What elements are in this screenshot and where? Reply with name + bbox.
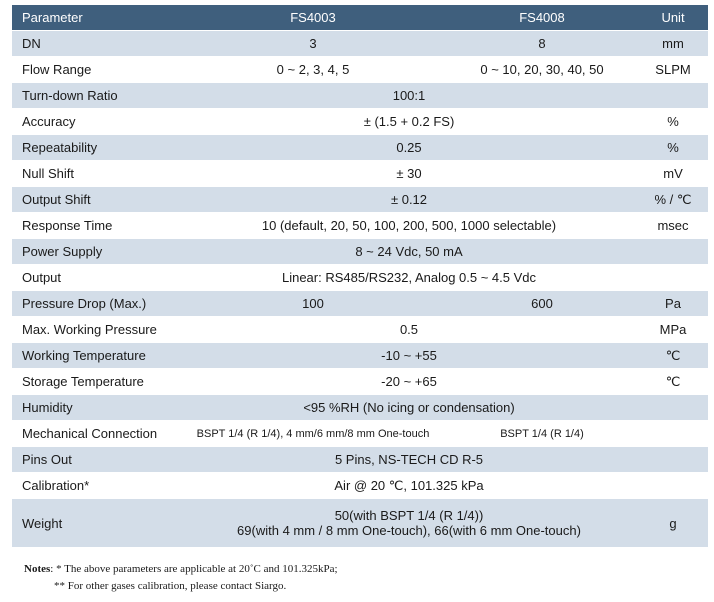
table-row: [12, 57, 708, 83]
header-fs4008: FS4008: [446, 5, 638, 31]
table-row: [12, 83, 708, 109]
spec-table: [12, 5, 708, 548]
shared-value: <95 %RH (No icing or condensation): [180, 395, 638, 421]
shared-value: 5 Pins, NS-TECH CD R-5: [180, 447, 638, 473]
param-label: Accuracy: [12, 109, 180, 135]
unit-value: [638, 447, 708, 473]
notes-line-2: ** For other gases calibration, please contact Siargo.: [54, 580, 287, 592]
unit-value: mV: [638, 161, 708, 187]
fs4003-value: 0 ~ 2, 3, 4, 5: [180, 57, 446, 83]
table-row: [12, 369, 708, 395]
weight-line-1: 50(with BSPT 1/4 (R 1/4)): [334, 508, 484, 523]
param-label: Response Time: [12, 213, 180, 239]
table-row: [12, 31, 708, 57]
notes-line-1: [24, 561, 338, 578]
table-row: [12, 161, 708, 187]
unit-value: mm: [638, 31, 708, 57]
param-label: Power Supply: [12, 239, 180, 265]
table-row: [12, 473, 708, 499]
weight-line-2: 69(with 4 mm / 8 mm One-touch), 66(with 6 mm One-touch): [237, 523, 581, 538]
table-row: [12, 343, 708, 369]
unit-value: % / ℃: [638, 187, 708, 213]
param-label: Repeatability: [12, 135, 180, 161]
table-row: [12, 447, 708, 473]
param-label: Output Shift: [12, 187, 180, 213]
param-label: Weight: [12, 499, 180, 548]
unit-value: [638, 473, 708, 499]
table-row: [12, 395, 708, 421]
unit-value: [638, 395, 708, 421]
shared-value: [180, 499, 638, 548]
notes-label: Notes: [24, 563, 51, 575]
param-label: Pressure Drop (Max.): [12, 291, 180, 317]
table-row: [12, 187, 708, 213]
unit-value: Pa: [638, 291, 708, 317]
fs4003-value: BSPT 1/4 (R 1/4), 4 mm/6 mm/8 mm One-touch: [180, 421, 446, 447]
table-row: [12, 291, 708, 317]
header-fs4003: FS4003: [180, 5, 446, 31]
fs4008-value: 0 ~ 10, 20, 30, 40, 50: [446, 57, 638, 83]
param-label: Pins Out: [12, 447, 180, 473]
param-label: Null Shift: [12, 161, 180, 187]
param-label: Flow Range: [12, 57, 180, 83]
fs4008-value: 600: [446, 291, 638, 317]
unit-value: %: [638, 109, 708, 135]
notes-text-1: : * The above parameters are applicable at 20˚C and 101.325kPa;: [50, 563, 338, 575]
unit-value: MPa: [638, 317, 708, 343]
fs4003-value: 100: [180, 291, 446, 317]
unit-value: [638, 421, 708, 447]
unit-value: SLPM: [638, 57, 708, 83]
shared-value: ± 30: [180, 161, 638, 187]
param-label: Output: [12, 265, 180, 291]
shared-value: -20 ~ +65: [180, 369, 638, 395]
unit-value: g: [638, 499, 708, 548]
param-label: Max. Working Pressure: [12, 317, 180, 343]
shared-value: 0.5: [180, 317, 638, 343]
shared-value: -10 ~ +55: [180, 343, 638, 369]
unit-value: ℃: [638, 343, 708, 369]
unit-value: [638, 83, 708, 109]
param-label: DN: [12, 31, 180, 57]
unit-value: ℃: [638, 369, 708, 395]
table-header-row: [12, 5, 708, 31]
shared-value: ± (1.5 + 0.2 FS): [180, 109, 638, 135]
fs4008-value: 8: [446, 31, 638, 57]
table-row: [12, 317, 708, 343]
fs4008-value: BSPT 1/4 (R 1/4): [446, 421, 638, 447]
param-label: Humidity: [12, 395, 180, 421]
unit-value: %: [638, 135, 708, 161]
param-label: Turn-down Ratio: [12, 83, 180, 109]
param-label: Working Temperature: [12, 343, 180, 369]
table-row: [12, 109, 708, 135]
param-label: Calibration*: [12, 473, 180, 499]
unit-value: [638, 239, 708, 265]
table-row: [12, 239, 708, 265]
unit-value: [638, 265, 708, 291]
param-label: Storage Temperature: [12, 369, 180, 395]
fs4003-value: 3: [180, 31, 446, 57]
shared-value: 10 (default, 20, 50, 100, 200, 500, 1000 selectable): [180, 213, 638, 239]
table-row: [12, 421, 708, 447]
param-label: Mechanical Connection: [12, 421, 180, 447]
shared-value: Air @ 20 ℃, 101.325 kPa: [180, 473, 638, 499]
table-row: [12, 213, 708, 239]
header-unit: Unit: [638, 5, 708, 31]
notes: [24, 561, 338, 595]
header-parameter: Parameter: [12, 5, 180, 31]
shared-value: Linear: RS485/RS232, Analog 0.5 ~ 4.5 Vdc: [180, 265, 638, 291]
unit-value: msec: [638, 213, 708, 239]
table-row: [12, 135, 708, 161]
shared-value: 100:1: [180, 83, 638, 109]
shared-value: 0.25: [180, 135, 638, 161]
shared-value: ± 0.12: [180, 187, 638, 213]
table-row: [12, 265, 708, 291]
shared-value: 8 ~ 24 Vdc, 50 mA: [180, 239, 638, 265]
table-row: [12, 499, 708, 548]
